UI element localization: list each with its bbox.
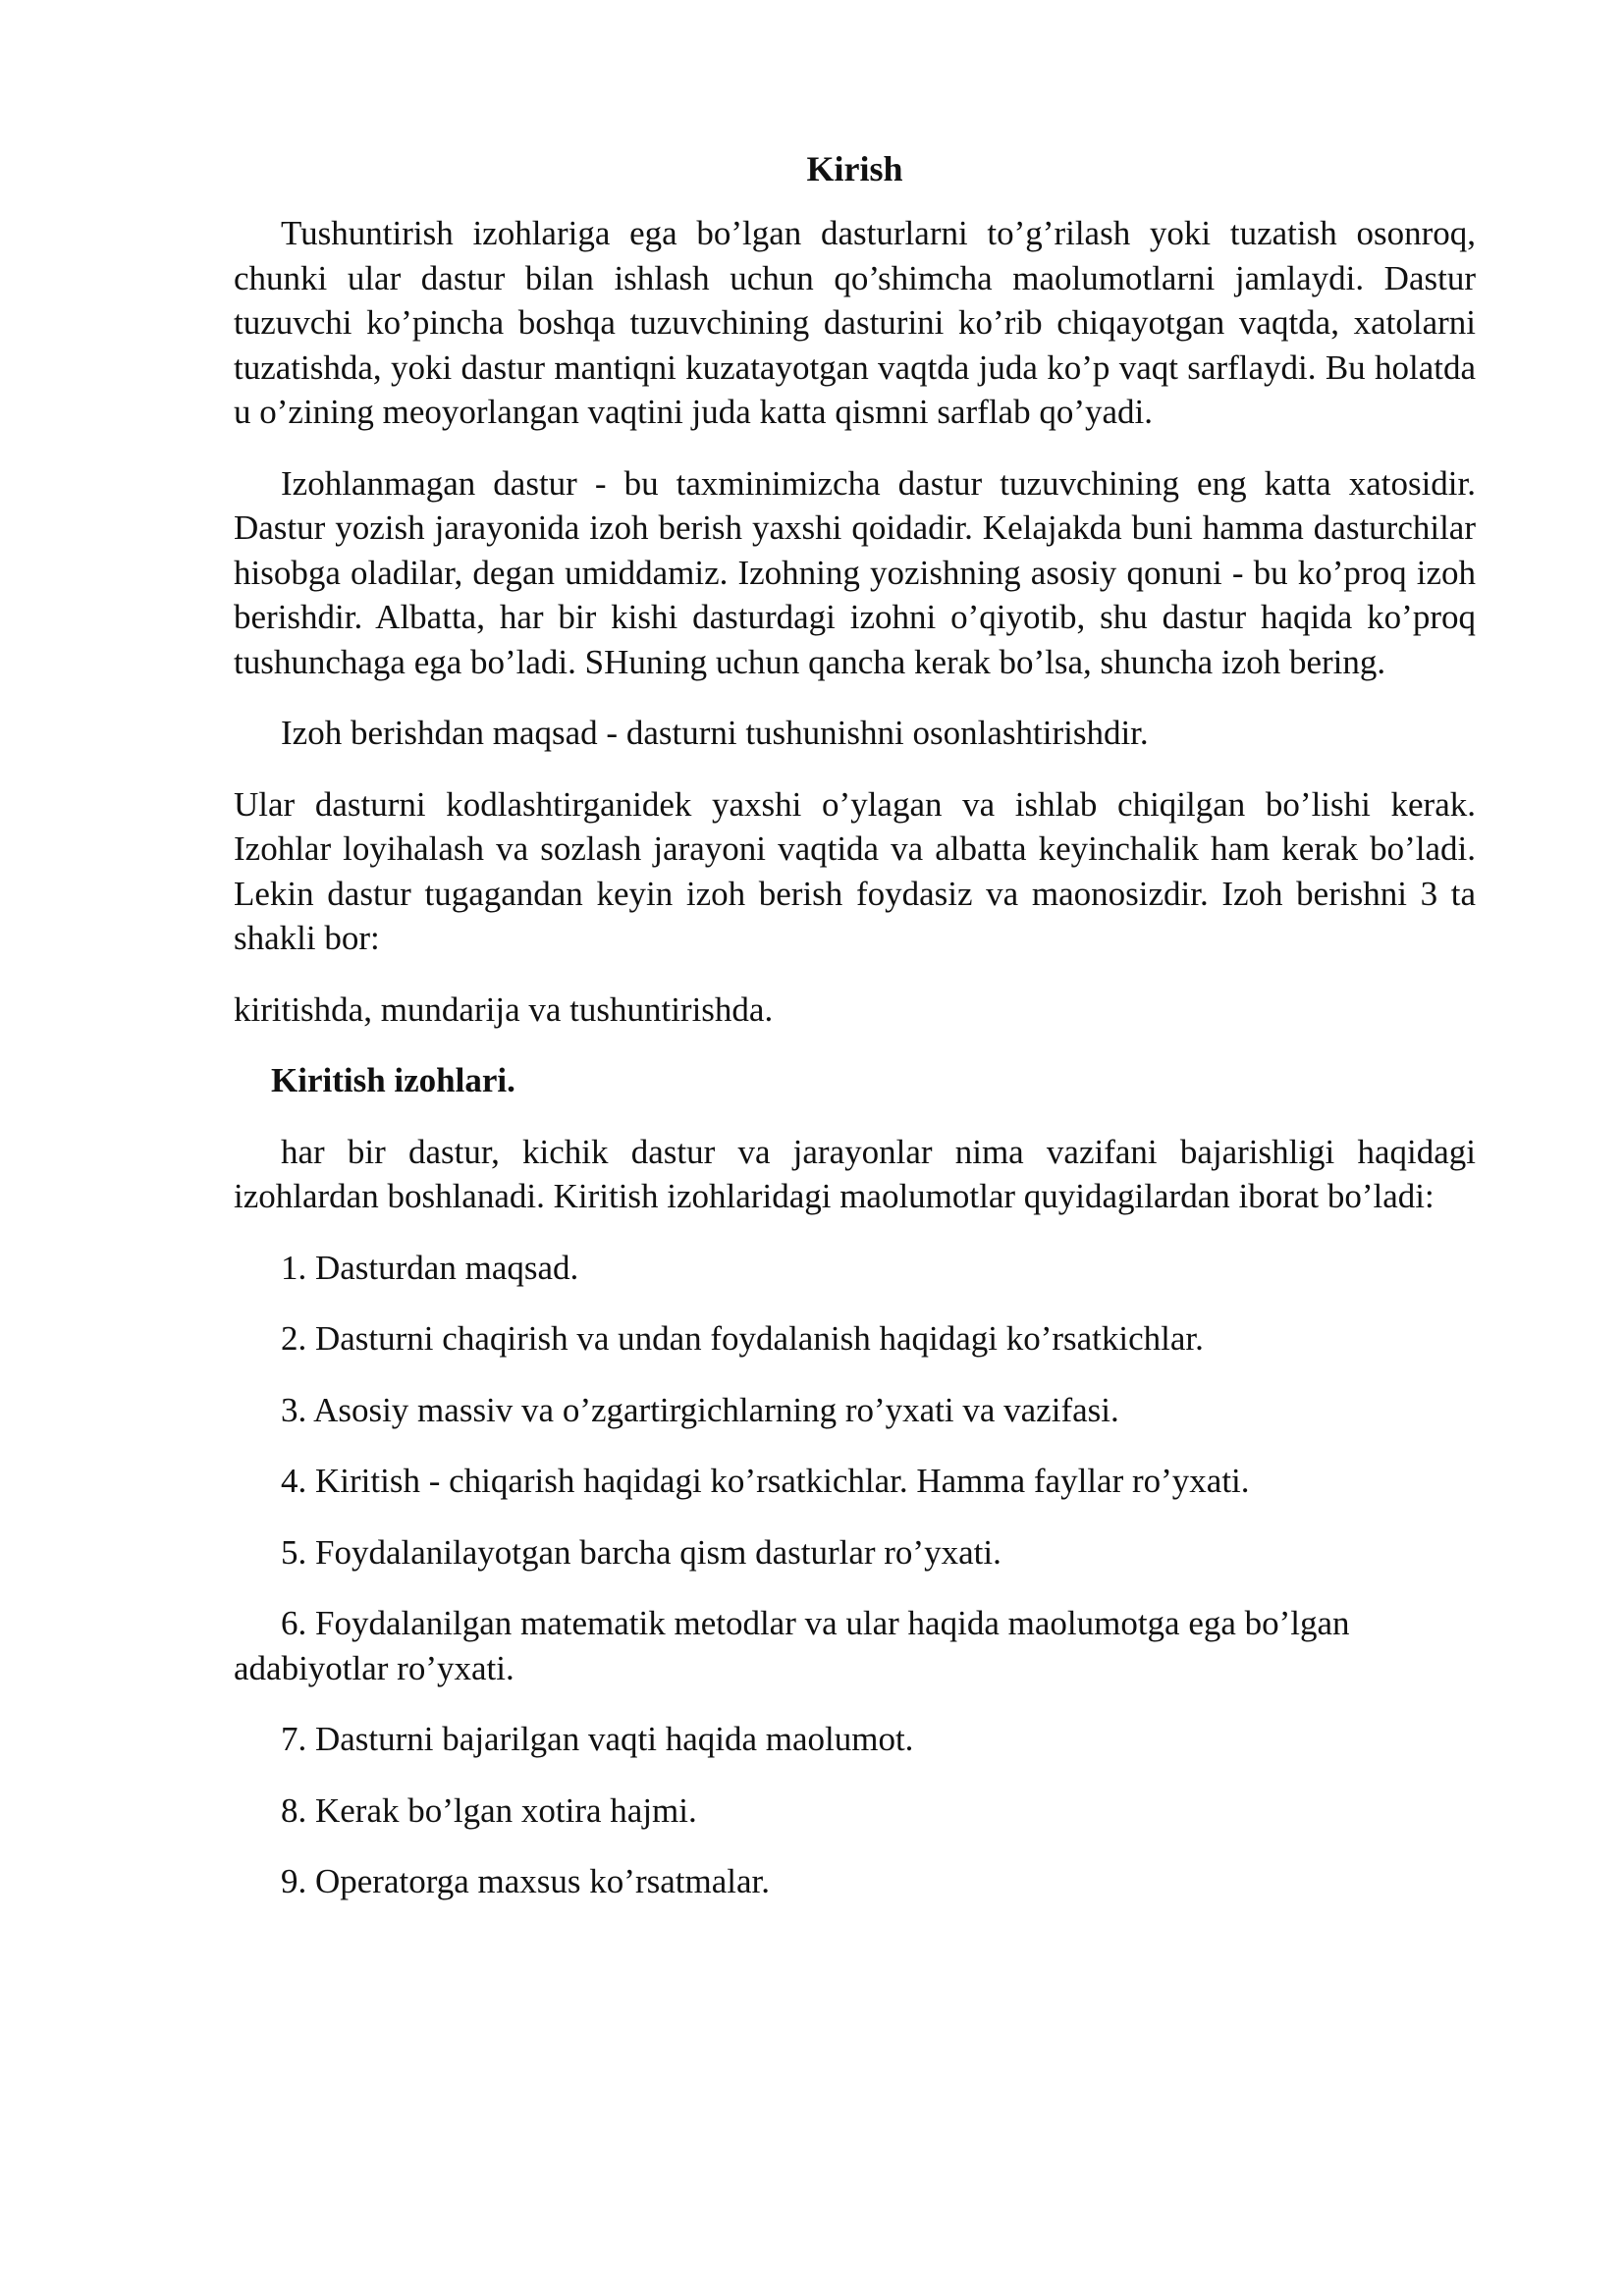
paragraph-ular: Ular dasturni kodlashtirganidek yaxshi o’ylagan va ishlab chiqilgan bo’lishi kerak. Izohlar loyihalash va sozlash jarayoni vaqtida va albatta keyinchalik ham kerak bo’ladi. Lekin dastur tugagandan keyin izoh berish foydasiz va maonosizdir. Izoh berishni 3 ta shakli bor:: [234, 784, 1476, 957]
list-item: 9. Operatorga maxsus ko’rsatmalar.: [281, 1862, 770, 1900]
list-item: 2. Dasturni chaqirish va undan foydalanish haqidagi ko’rsatkichlar.: [281, 1319, 1204, 1358]
paragraph-intro-3: Izoh berishdan maqsad - dasturni tushunishni osonlashtirishdir.: [281, 714, 1149, 752]
paragraph-intro-1: Tushuntirish izohlariga ega bo’lgan dasturlarni to’g’rilash yoki tuzatish osonroq, chunki ular dastur bilan ishlash uchun qo’shimcha maolumotlarni jamlaydi. Dastur tuzuvchi ko’pincha boshqa tuzuvchining dasturini ko’rib chiqayotgan vaqtda, xatolarni tuzatishda, yoki dastur mantiqni kuzatayotgan vaqtda juda ko’p vaqt sarflaydi. Bu holatda u o’zining meoyorlangan vaqtini juda katta qismni sarflab qo’yadi.: [234, 214, 1476, 431]
requirements-list: [234, 1246, 1476, 1904]
paragraph-section-intro: har bir dastur, kichik dastur va jarayonlar nima vazifani bajarishligi haqidagi izohlardan boshlanadi. Kiritish izohlaridagi maolumotlar quyidagilardan iborat bo’ladi:: [234, 1132, 1476, 1215]
document-title: Kirish: [806, 149, 903, 188]
list-item: 4. Kiritish - chiqarish haqidagi ko’rsatkichlar. Hamma fayllar ro’yxati.: [281, 1462, 1250, 1500]
section-heading: Kiritish izohlari.: [271, 1061, 515, 1099]
list-item: 3. Asosiy massiv va o’zgartirgichlarning ro’yxati va vazifasi.: [281, 1390, 1119, 1429]
list-item: 5. Foydalanilayotgan barcha qism dasturlar ro’yxati.: [281, 1532, 1001, 1572]
list-item: 1. Dasturdan maqsad.: [281, 1248, 579, 1287]
list-item: 8. Kerak bo’lgan xotira hajmi.: [281, 1790, 697, 1830]
paragraph-intro-2: Izohlanmagan dastur - bu taxminimizcha dastur tuzuvchining eng katta xatosidir. Dastur yozish jarayonida izoh berish yaxshi qoidadir. Kelajakda buni hamma dasturchilar hisobga oladilar, degan umiddamiz. Izohning yozishning asosiy qonuni - bu ko’proq izoh berishdir. Albatta, har bir kishi dasturdagi izohni o’qiyotib, shu dastur haqida ko’proq tushunchaga ega bo’ladi. SHuning uchun qancha kerak bo’lsa, shuncha izoh bering.: [234, 463, 1476, 681]
document-page: [234, 147, 1476, 1931]
paragraph-forms: kiritishda, mundarija va tushuntirishda.: [234, 989, 774, 1029]
list-item: 7. Dasturni bajarilgan vaqti haqida maolumot.: [281, 1720, 914, 1758]
list-item: 6. Foydalanilgan matematik metodlar va ular haqida maolumotga ega bo’lgan adabiyotlar ro’yxati.: [234, 1604, 1350, 1687]
